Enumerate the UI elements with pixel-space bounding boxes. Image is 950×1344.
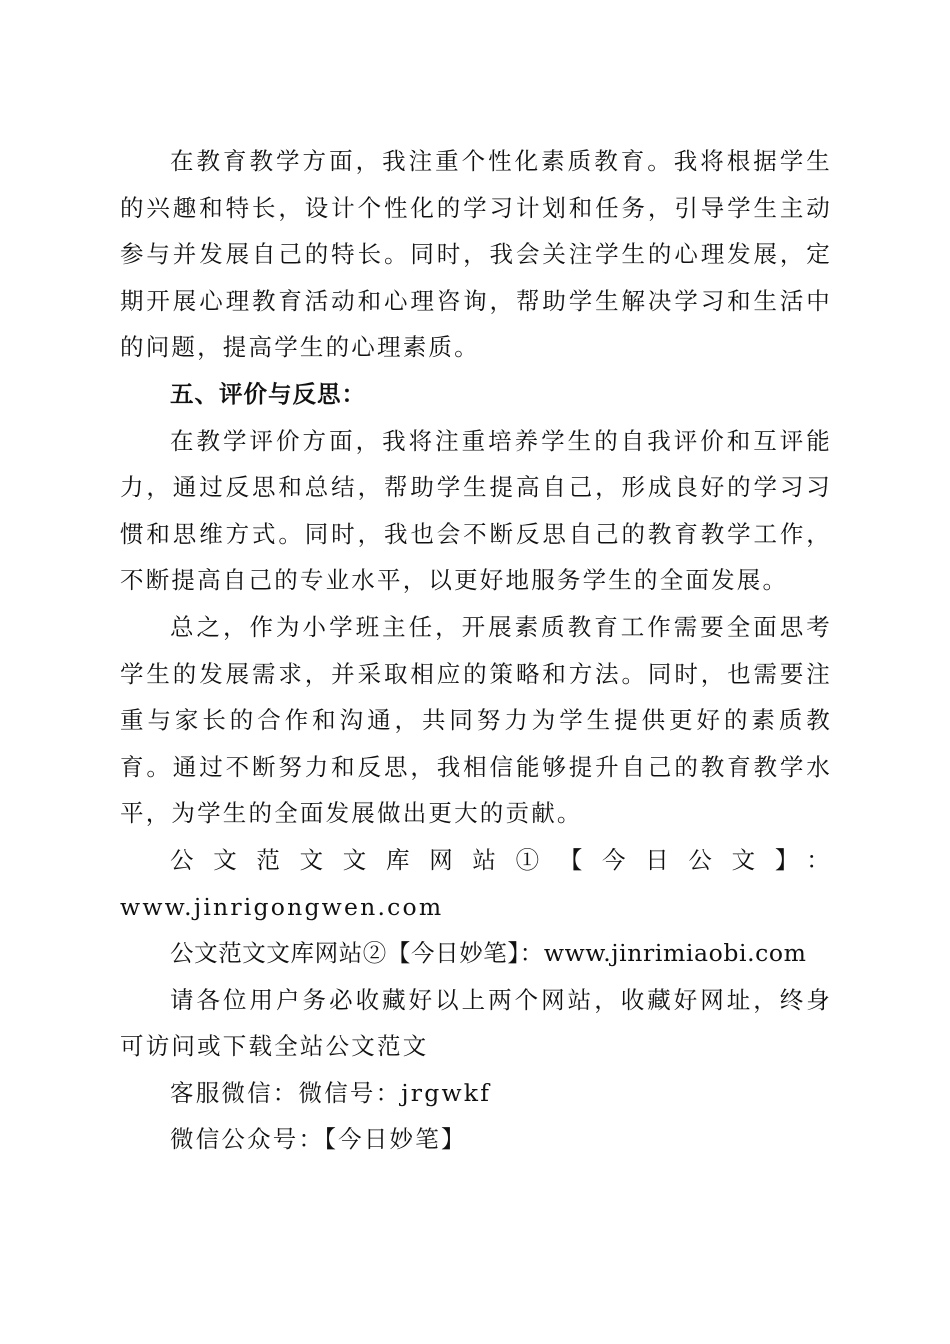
- footer-wechat-service: 客服微信：微信号：jrgwkf: [170, 1078, 492, 1107]
- document-body: [120, 138, 832, 1163]
- section-heading-evaluation: 五、评价与反思：: [170, 379, 366, 408]
- footer-site-1: 公文范文文库网站①【今日公文】：www.jinrigongwen.com: [120, 845, 832, 921]
- paragraph-conclusion: 总之，作为小学班主任，开展素质教育工作需要全面思考学生的发展需求，并采取相应的策略和方法。同时，也需要注重与家长的合作和沟通，共同努力为学生提供更好的素质教育。通过不断努力和反思，我相信能够提升自己的教育教学水平，为学生的全面发展做出更大的贡献。: [120, 612, 832, 828]
- footer-site-2: 公文范文文库网站②【今日妙笔】：www.jinrimiaobi.com: [170, 939, 807, 968]
- paragraph-personalized-education: 在教育教学方面，我注重个性化素质教育。我将根据学生的兴趣和特长，设计个性化的学习计划和任务，引导学生主动参与并发展自己的特长。同时，我会关注学生的心理发展，定期开展心理教育活动和心理咨询，帮助学生解决学习和生活中的问题，提高学生的心理素质。: [120, 147, 832, 362]
- paragraph-evaluation: 在教学评价方面，我将注重培养学生的自我评价和互评能力，通过反思和总结，帮助学生提高自己，形成良好的学习习惯和思维方式。同时，我也会不断反思自己的教育教学工作，不断提高自己的专业水平，以更好地服务学生的全面发展。: [120, 426, 832, 595]
- footer-wechat-public: 微信公众号：【今日妙笔】: [170, 1125, 467, 1154]
- footer-notice: 请各位用户务必收藏好以上两个网站，收藏好网址，终身可访问或下载全站公文范文: [120, 985, 832, 1061]
